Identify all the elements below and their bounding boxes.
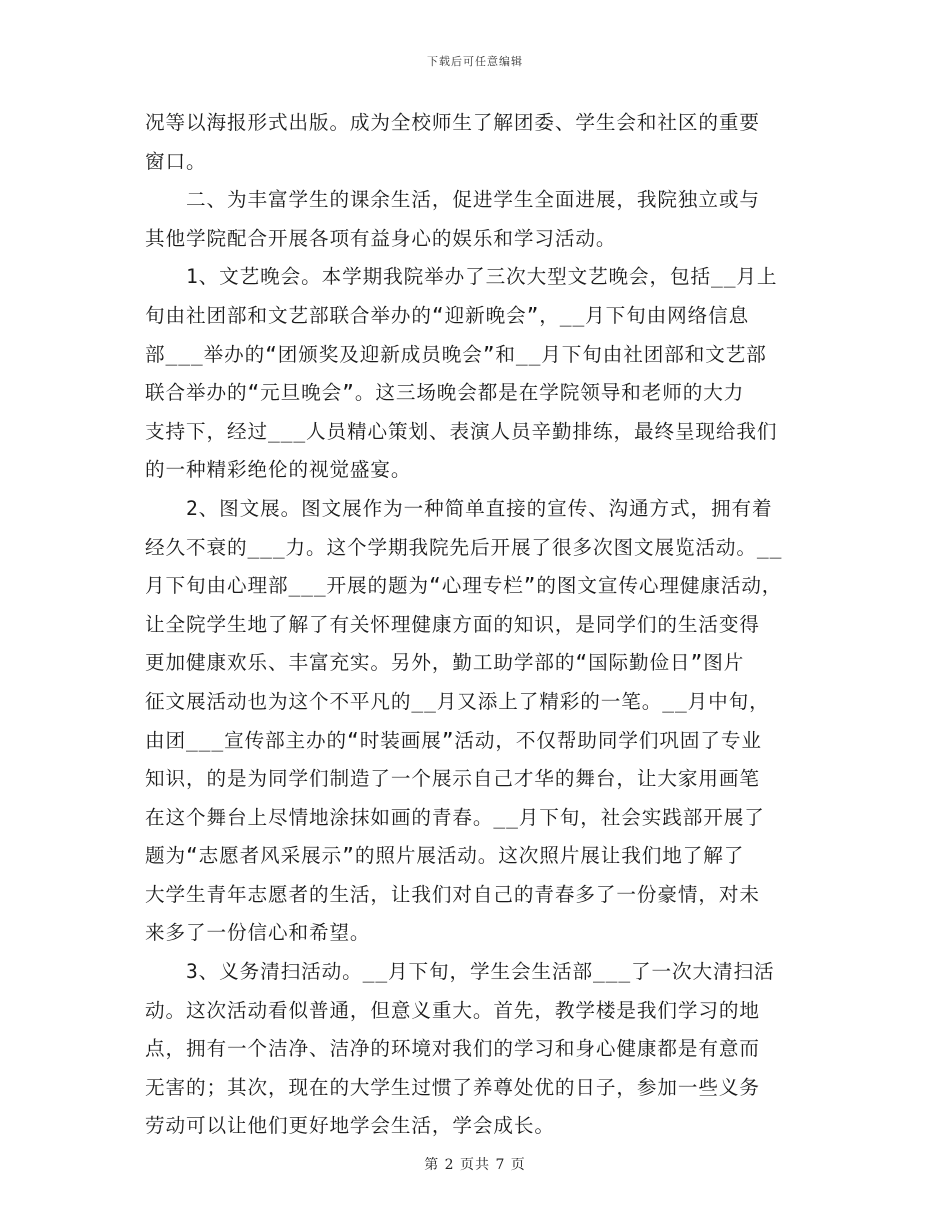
text-line: 动。这次活动看似普通，但意义重大。首先，教学楼是我们学习的地 (145, 998, 760, 1022)
text-line: 的一种精彩绝伦的视觉盛宴。 (145, 458, 412, 482)
text-line: 由团___宣传部主办的“时装画展”活动，不仅帮助同学们巩固了专业 (145, 728, 762, 752)
text-line: 部___举办的“团颁奖及迎新成员晚会”和__月下旬由社团部和文艺部 (145, 342, 767, 366)
text-line: 二、为丰富学生的课余生活，促进学生全面进展，我院独立或与 (145, 188, 760, 212)
text-line: 况等以海报形式出版。成为全校师生了解团委、学生会和社区的重要 (145, 111, 760, 134)
text-line: 让全院学生地了解了有关怀理健康方面的知识，是同学们的生活变得 (145, 612, 760, 636)
text-line: 征文展活动也为这个不平凡的__月又添上了精彩的一笔。__月中旬， (145, 689, 770, 713)
text-line: 劳动可以让他们更好地学会生活，学会成长。 (145, 1114, 555, 1138)
text-line: 旬由社团部和文艺部联合举办的“迎新晚会”，__月下旬由网络信息 (145, 303, 750, 327)
text-line: 更加健康欢乐、丰富充实。另外，勤工助学部的“国际勤俭日”图片 (145, 651, 745, 675)
text-line: 无害的；其次，现在的大学生过惯了养尊处优的日子，参加一些义务 (145, 1075, 760, 1099)
text-line: 联合举办的“元旦晚会”。这三场晚会都是在学院领导和老师的大力 (145, 381, 745, 405)
text-line: 知识，的是为同学们制造了一个展示自己才华的舞台，让大家用画笔 (145, 767, 760, 791)
text-line: 3、义务清扫活动。__月下旬，学生会生活部___了一次大清扫活 (145, 960, 775, 984)
text-line: 窗口。 (145, 149, 207, 173)
document-body (145, 104, 813, 1146)
page-header-note: 下载后可任意编辑 (427, 55, 523, 68)
text-line: 2、图文展。图文展作为一种简单直接的宣传、沟通方式，拥有着 (145, 496, 773, 520)
text-line: 大学生青年志愿者的生活，让我们对自己的青春多了一份豪情，对未 (145, 882, 760, 906)
text-line: 经久不衰的___力。这个学期我院先后开展了很多次图文展览活动。__ (145, 535, 783, 559)
text-line: 题为“志愿者风采展示”的照片展活动。这次照片展让我们地了解了 (145, 844, 745, 868)
text-line: 月下旬由心理部___开展的题为“心理专栏”的图文宣传心理健康活动， (145, 574, 783, 598)
text-line: 其他学院配合开展各项有益身心的娱乐和学习活动。 (145, 226, 617, 250)
text-line: 点，拥有一个洁净、洁净的环境对我们的学习和身心健康都是有意而 (145, 1037, 760, 1061)
text-line: 1、文艺晚会。本学期我院举办了三次大型文艺晚会，包括__月上 (145, 265, 778, 289)
page-number: 第 2 页共 7 页 (424, 1157, 526, 1173)
text-line: 在这个舞台上尽情地涂抹如画的青春。__月下旬，社会实践部开展了 (145, 805, 765, 829)
text-line: 支持下，经过___人员精心策划、表演人员辛勤排练，最终呈现给我们 (145, 419, 778, 443)
text-line: 来多了一份信心和希望。 (145, 921, 371, 945)
